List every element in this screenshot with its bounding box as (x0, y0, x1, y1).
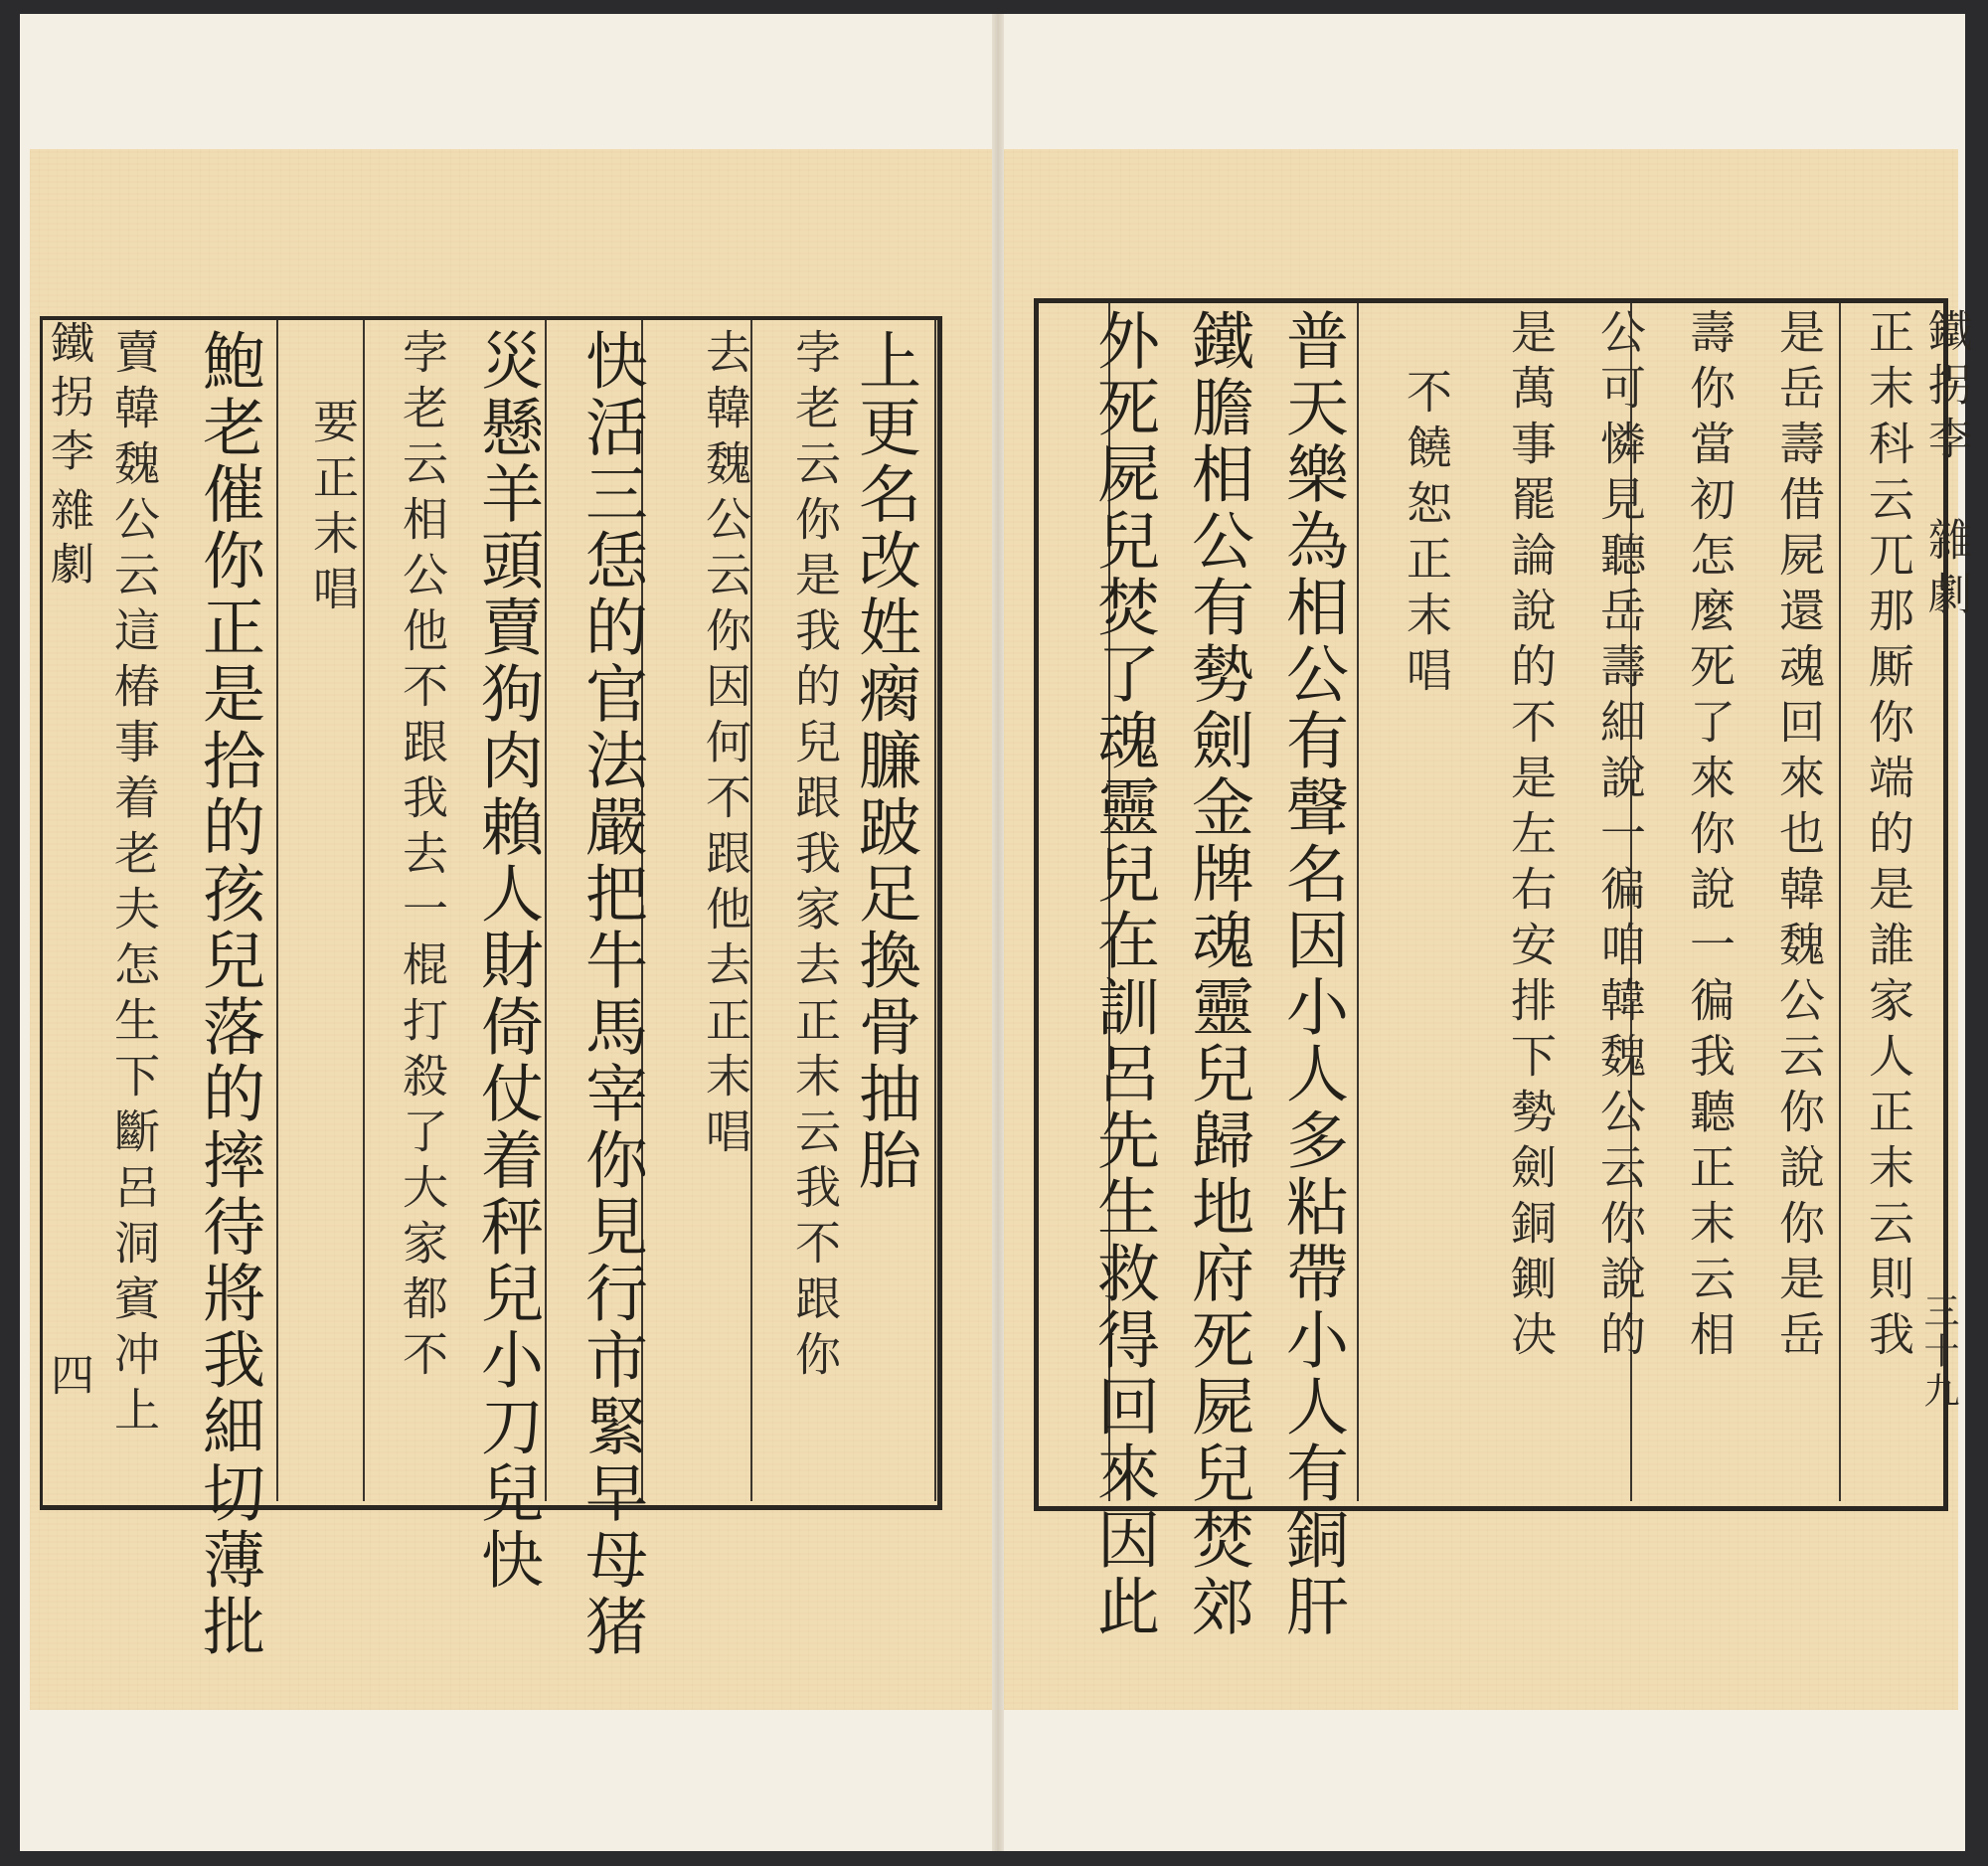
right-column-rule (1839, 303, 1841, 1501)
text-column: 壽你當初怎麼死了來你說一徧我聽正末云相 (1683, 308, 1737, 1366)
text-column: 鮑老催你正是拾的孩兒落的摔待將我細切薄批 (193, 328, 265, 1660)
text-column: 快活三恁的官法嚴把牛馬宰你見行市緊早母猪 (576, 328, 648, 1660)
right-margin-folio: 三十九 (1918, 1292, 1959, 1412)
right-margin-title: 鐵拐李 (1920, 308, 1971, 469)
text-column: 要正末唱 (306, 398, 360, 620)
text-column: 上更名改姓瘸臁跛足換骨抽胎 (849, 328, 921, 1194)
left-margin-folio: 四 (43, 1352, 93, 1406)
book-gutter (992, 14, 1004, 1851)
text-column: 普天樂為相公有聲名因小人多粘帶小人有銅肝 (1276, 308, 1349, 1640)
right-column-rule (1357, 303, 1359, 1501)
left-column-rule (934, 320, 936, 1501)
text-column: 孛老云你是我的兒跟我家去正末云我不跟你 (788, 328, 842, 1386)
text-column: 賣韓魏公云這椿事着老夫怎生下斷呂洞賓冲上 (107, 328, 161, 1442)
text-column: 鐵膽相公有勢劍金牌魂靈兒歸地府死屍兒焚郊 (1182, 308, 1254, 1640)
text-column: 是岳壽借屍還魂回來也韓魏公云你說你是岳 (1772, 308, 1826, 1366)
text-column: 去韓魏公云你因何不跟他去正末唱 (699, 328, 752, 1163)
left-column-rule (276, 320, 278, 1501)
text-column: 外死屍兒焚了魂靈兒在訓呂先生救得回來因此 (1087, 308, 1160, 1640)
text-column: 災懸羊頭賣狗肉賴人財倚仗着秤兒小刀兒快 (471, 328, 544, 1594)
right-margin-genre: 雜劇 (1920, 517, 1971, 624)
left-margin-genre: 雜劇 (43, 487, 93, 594)
text-column: 正末科云兀那厮你端的是誰家人正末云則我 (1862, 308, 1915, 1366)
text-column: 孛老云相公他不跟我去一棍打殺了大家都不 (396, 328, 449, 1386)
text-column: 是萬事罷論說的不是左右安排下勢劍銅鍘决 (1504, 308, 1558, 1366)
left-margin-title: 鐵拐李 (43, 320, 93, 481)
text-column: 公可憐見聽岳壽細說一徧咱韓魏公云你說的 (1593, 308, 1647, 1366)
text-column: 不饒恕正末唱 (1400, 368, 1453, 702)
